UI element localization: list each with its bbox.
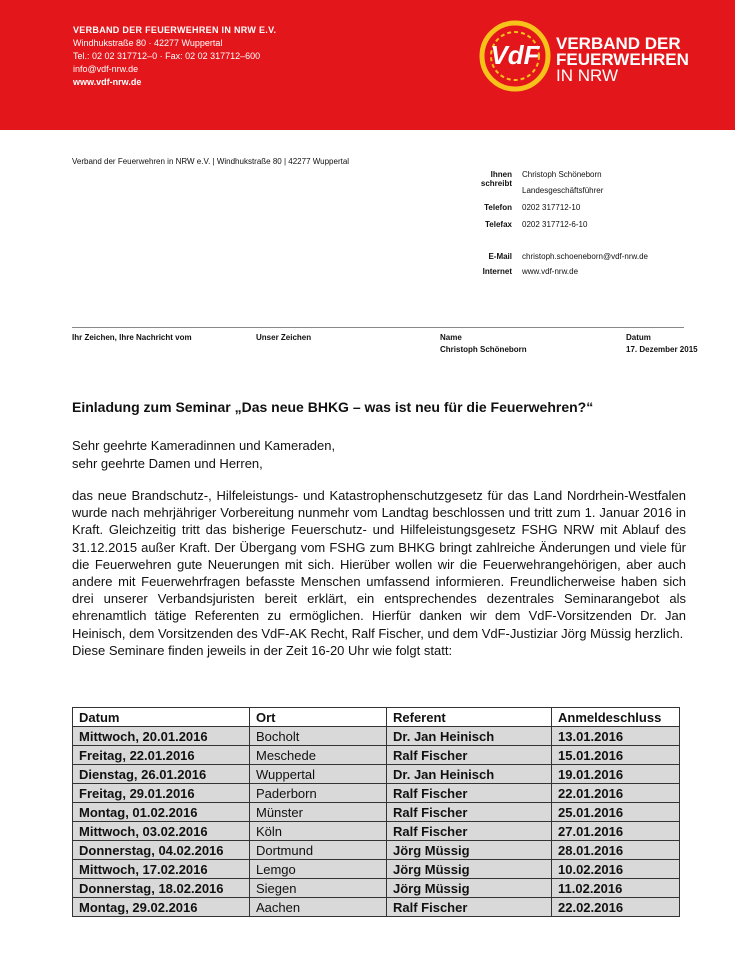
cell-deadline: 27.01.2016 <box>552 822 680 841</box>
org-email: info@vdf-nrw.de <box>73 64 139 74</box>
name-value: Christoph Schöneborn <box>440 345 527 354</box>
table-row <box>73 727 680 746</box>
table-row <box>73 746 680 765</box>
cell-deadline: 28.01.2016 <box>552 841 680 860</box>
cell-place: Köln <box>250 822 387 841</box>
internet-label: Internet <box>482 267 512 276</box>
table-row <box>73 784 680 803</box>
cell-date: Mittwoch, 03.02.2016 <box>73 822 250 841</box>
cell-place: Siegen <box>250 879 387 898</box>
writer-label: Ihnen schreibt <box>480 170 512 188</box>
cell-speaker: Dr. Jan Heinisch <box>387 765 552 784</box>
body-paragraph: das neue Brandschutz-, Hilfeleistungs- und Katastrophenschutzgesetz für das Land Nordrhein-Westfalen wurde nach mehrjähriger Vorbereitung nunmehr vom Landtag beschlossen und tritt zum 1. Januar 2016 in Kraft. Gleichzeitig tritt das bisherige Feuerschutz- und Hilfeleistungsgesetz FSHG NRW mit Ablauf des 31.12.2015 außer Kraft. Der Übergang vom FSHG zum BHKG bringt zahlreiche Änderungen und viele für die Feuerwehren gute Neuerungen mit sich. Hierüber wollen wir die Feuerwehrangehörigen, aber auch andere mit Feuerwehrfragen befasste Menschen umfassend informieren. Freundlicherweise haben sich drei unserer Verbandsjuristen bereit erklärt, ein entsprechendes dezentrales Seminarangebot als ehrenamtlich tätige Referenten zu ermöglichen. Hierfür danken wir dem VdF-Vorsitzenden Dr. Jan Heinisch, dem Vorsitzenden des VdF-AK Recht, Ralf Fischer, und dem VdF-Justiziar Jörg Müssig herzlich. <box>72 488 686 641</box>
table-row <box>73 841 680 860</box>
fax-label: Telefax <box>485 220 512 229</box>
cell-date: Freitag, 22.01.2016 <box>73 746 250 765</box>
table-row <box>73 822 680 841</box>
cell-deadline: 10.02.2016 <box>552 860 680 879</box>
table-row <box>73 898 680 917</box>
cell-date: Montag, 01.02.2016 <box>73 803 250 822</box>
table-row <box>73 765 680 784</box>
cell-date: Mittwoch, 20.01.2016 <box>73 727 250 746</box>
writer-title: Landesgeschäftsführer <box>522 186 604 195</box>
cell-date: Mittwoch, 17.02.2016 <box>73 860 250 879</box>
logo-line-2: FEUERWEHREN <box>556 50 689 69</box>
cell-deadline: 22.02.2016 <box>552 898 680 917</box>
subject-line: Einladung zum Seminar „Das neue BHKG – was ist neu für die Feuerwehren?“ <box>72 399 594 415</box>
letter-body <box>72 487 686 659</box>
email-link[interactable]: christoph.schoeneborn@vdf-nrw.de <box>522 252 648 261</box>
date-value: 17. Dezember 2015 <box>626 345 698 354</box>
table-row <box>73 879 680 898</box>
cell-deadline: 19.01.2016 <box>552 765 680 784</box>
cell-place: Dortmund <box>250 841 387 860</box>
cell-speaker: Jörg Müssig <box>387 841 552 860</box>
cell-speaker: Ralf Fischer <box>387 746 552 765</box>
writer-name: Christoph Schöneborn <box>522 170 602 179</box>
cell-place: Meschede <box>250 746 387 765</box>
cell-place: Wuppertal <box>250 765 387 784</box>
cell-place: Lemgo <box>250 860 387 879</box>
cell-speaker: Ralf Fischer <box>387 898 552 917</box>
table-header-row <box>73 708 680 727</box>
logo-mark: VdF <box>490 40 540 70</box>
salutation-line-1: Sehr geehrte Kameradinnen und Kameraden, <box>72 438 336 453</box>
body-last-line: Diese Seminare finden jeweils in der Zeit 16-20 Uhr wie folgt statt: <box>72 642 453 658</box>
cell-date: Donnerstag, 18.02.2016 <box>73 879 250 898</box>
cell-speaker: Ralf Fischer <box>387 803 552 822</box>
cell-deadline: 22.01.2016 <box>552 784 680 803</box>
org-address: Windhukstraße 80 · 42277 Wuppertal <box>73 38 223 48</box>
logo-wordmark <box>556 36 689 84</box>
name-label: Name <box>440 333 462 342</box>
fax-value: 0202 317712-6-10 <box>522 220 588 229</box>
cell-place: Münster <box>250 803 387 822</box>
table-row <box>73 860 680 879</box>
cell-speaker: Jörg Müssig <box>387 879 552 898</box>
salutation <box>72 437 335 473</box>
cell-deadline: 15.01.2016 <box>552 746 680 765</box>
org-web: www.vdf-nrw.de <box>73 77 142 87</box>
col-header-place: Ort <box>250 708 387 727</box>
cell-date: Montag, 29.02.2016 <box>73 898 250 917</box>
phone-label: Telefon <box>484 203 512 212</box>
seminar-table <box>72 707 680 917</box>
cell-deadline: 11.02.2016 <box>552 879 680 898</box>
cell-place: Aachen <box>250 898 387 917</box>
logo-line-3: IN NRW <box>556 66 619 85</box>
divider <box>72 327 684 328</box>
sender-block <box>73 24 276 89</box>
org-phone-fax: Tel.: 02 02 317712–0 · Fax: 02 02 317712–600 <box>73 51 261 61</box>
date-label: Datum <box>626 333 651 342</box>
cell-place: Paderborn <box>250 784 387 803</box>
cell-speaker: Ralf Fischer <box>387 784 552 803</box>
col-header-speaker: Referent <box>387 708 552 727</box>
table-row <box>73 803 680 822</box>
cell-speaker: Jörg Müssig <box>387 860 552 879</box>
our-ref-label: Unser Zeichen <box>256 333 312 342</box>
your-ref-label: Ihr Zeichen, Ihre Nachricht vom <box>72 333 192 342</box>
logo-line-1: VERBAND DER <box>556 34 681 53</box>
cell-date: Freitag, 29.01.2016 <box>73 784 250 803</box>
salutation-line-2: sehr geehrte Damen und Herren, <box>72 456 263 471</box>
letterhead-banner <box>0 0 735 130</box>
cell-deadline: 13.01.2016 <box>552 727 680 746</box>
cell-deadline: 25.01.2016 <box>552 803 680 822</box>
phone-value: 0202 317712-10 <box>522 203 581 212</box>
return-address: Verband der Feuerwehren in NRW e.V. | Windhukstraße 80 | 42277 Wuppertal <box>72 157 350 166</box>
cell-date: Donnerstag, 04.02.2016 <box>73 841 250 860</box>
cell-date: Dienstag, 26.01.2016 <box>73 765 250 784</box>
col-header-deadline: Anmeldeschluss <box>552 708 680 727</box>
email-label: E-Mail <box>488 252 512 261</box>
cell-speaker: Ralf Fischer <box>387 822 552 841</box>
org-name: VERBAND DER FEUERWEHREN IN NRW E.V. <box>73 25 277 35</box>
cell-place: Bocholt <box>250 727 387 746</box>
internet-link[interactable]: www.vdf-nrw.de <box>522 267 579 276</box>
col-header-date: Datum <box>73 708 250 727</box>
cell-speaker: Dr. Jan Heinisch <box>387 727 552 746</box>
